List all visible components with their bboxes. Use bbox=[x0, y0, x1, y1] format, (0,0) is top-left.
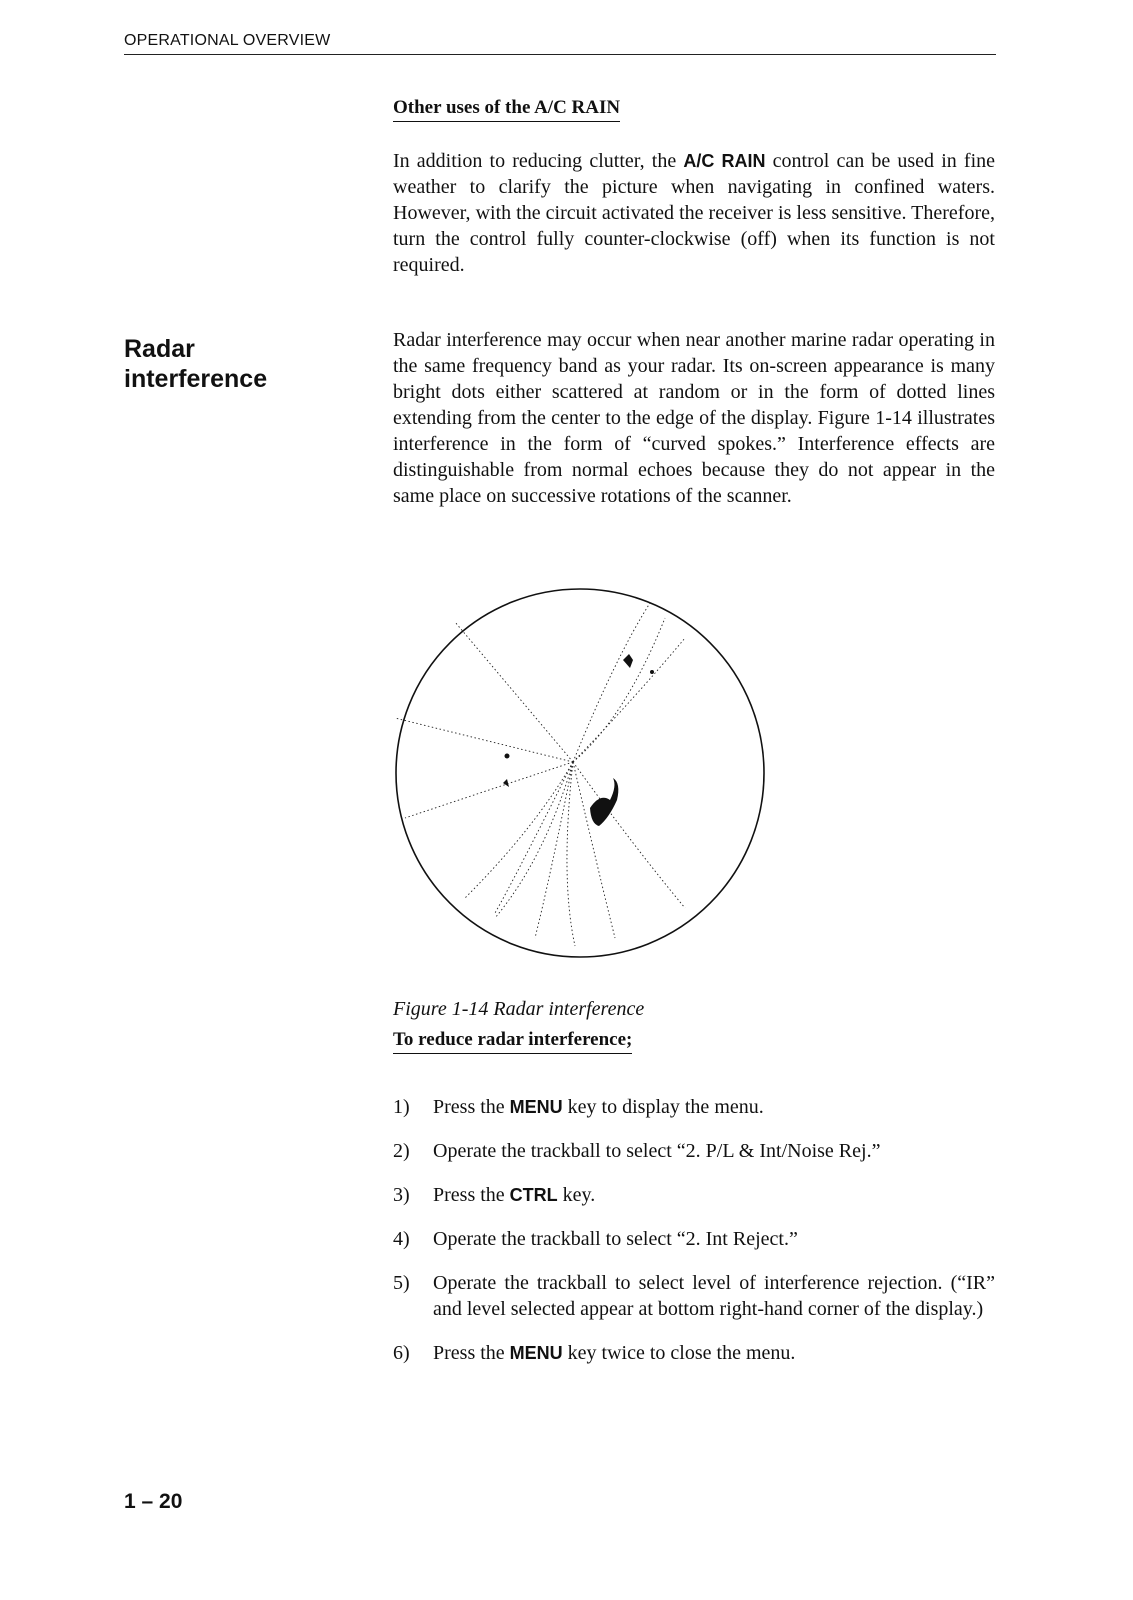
header-rule bbox=[124, 54, 996, 55]
ac-rain-heading: Other uses of the A/C RAIN bbox=[393, 98, 620, 122]
spoke bbox=[465, 762, 573, 898]
ac-rain-key: A/C RAIN bbox=[683, 151, 766, 171]
section-side-heading bbox=[124, 334, 267, 394]
step-text: Press the bbox=[433, 1184, 510, 1206]
page-number: 1 – 20 bbox=[124, 1490, 183, 1513]
radar-interference-figure bbox=[385, 578, 775, 968]
spoke bbox=[395, 718, 573, 762]
spoke bbox=[573, 762, 685, 908]
step-number: 4) bbox=[393, 1228, 410, 1250]
steps-list bbox=[393, 1094, 995, 1384]
spoke bbox=[573, 603, 650, 762]
step-item bbox=[393, 1138, 995, 1164]
figure-caption: Figure 1-14 Radar interference bbox=[393, 998, 645, 1020]
step-key: MENU bbox=[509, 1343, 563, 1363]
step-item bbox=[393, 1340, 995, 1366]
step-text: key. bbox=[557, 1184, 596, 1206]
spoke bbox=[567, 762, 575, 946]
step-number: 3) bbox=[393, 1184, 410, 1206]
echo-dot bbox=[650, 670, 654, 674]
step-key: MENU bbox=[509, 1097, 563, 1117]
step-text: Operate the trackball to select level of interference rejection. (“IR” and level selected appear at bottom right-hand corner of the display.) bbox=[433, 1272, 995, 1320]
ac-rain-text-2: control can be used in fine weather to clarify the picture when navigating in confined waters. However, with the circuit activated the receiver is less sensitive. Therefore, turn the control fully counter-clockwise (off) when its function is not required. bbox=[393, 150, 996, 276]
interference-paragraph: Radar interference may occur when near another marine radar operating in the same frequency band as your radar. Its on-screen appearance is many bright dots either scattered at random or in the form of dotted lines extending from the center to the edge of the display. Figure 1-14 illustrates interference in the form of “curved spokes.” Interference effects are distinguishable from normal echoes because they do not appear in the same place on successive rotations of the scanner. bbox=[393, 329, 995, 507]
spoke bbox=[573, 618, 665, 762]
step-text: Press the bbox=[433, 1096, 510, 1118]
ac-rain-text-1: In addition to reducing clutter, the bbox=[393, 150, 684, 172]
step-number: 2) bbox=[393, 1140, 410, 1162]
step-text: key twice to close the menu. bbox=[562, 1342, 796, 1364]
echo-dot bbox=[505, 754, 510, 759]
ac-rain-paragraph bbox=[393, 148, 995, 278]
step-item bbox=[393, 1270, 995, 1322]
step-item bbox=[393, 1182, 995, 1208]
step-text: Operate the trackball to select “2. P/L & Int/Noise Rej.” bbox=[433, 1140, 881, 1162]
reduce-heading: To reduce radar interference; bbox=[393, 1030, 632, 1054]
spoke bbox=[573, 762, 615, 938]
step-number: 5) bbox=[393, 1272, 410, 1294]
step-text: Press the bbox=[433, 1342, 510, 1364]
spoke bbox=[455, 622, 573, 762]
side-heading-line-2: interference bbox=[124, 365, 268, 393]
echo-target bbox=[503, 779, 509, 787]
step-key: CTRL bbox=[509, 1185, 558, 1205]
radar-display-circle bbox=[396, 589, 764, 957]
echo-target bbox=[623, 654, 633, 668]
side-heading-line-1: Radar bbox=[124, 335, 195, 363]
spoke bbox=[405, 762, 573, 818]
step-item bbox=[393, 1094, 995, 1120]
running-header: OPERATIONAL OVERVIEW bbox=[124, 32, 331, 49]
radar-echoes bbox=[503, 654, 654, 826]
step-number: 1) bbox=[393, 1096, 410, 1118]
echo-landmass bbox=[590, 778, 618, 826]
step-text: Operate the trackball to select “2. Int Reject.” bbox=[433, 1228, 798, 1250]
step-item bbox=[393, 1226, 995, 1252]
step-number: 6) bbox=[393, 1342, 410, 1364]
step-text: key to display the menu. bbox=[562, 1096, 764, 1118]
